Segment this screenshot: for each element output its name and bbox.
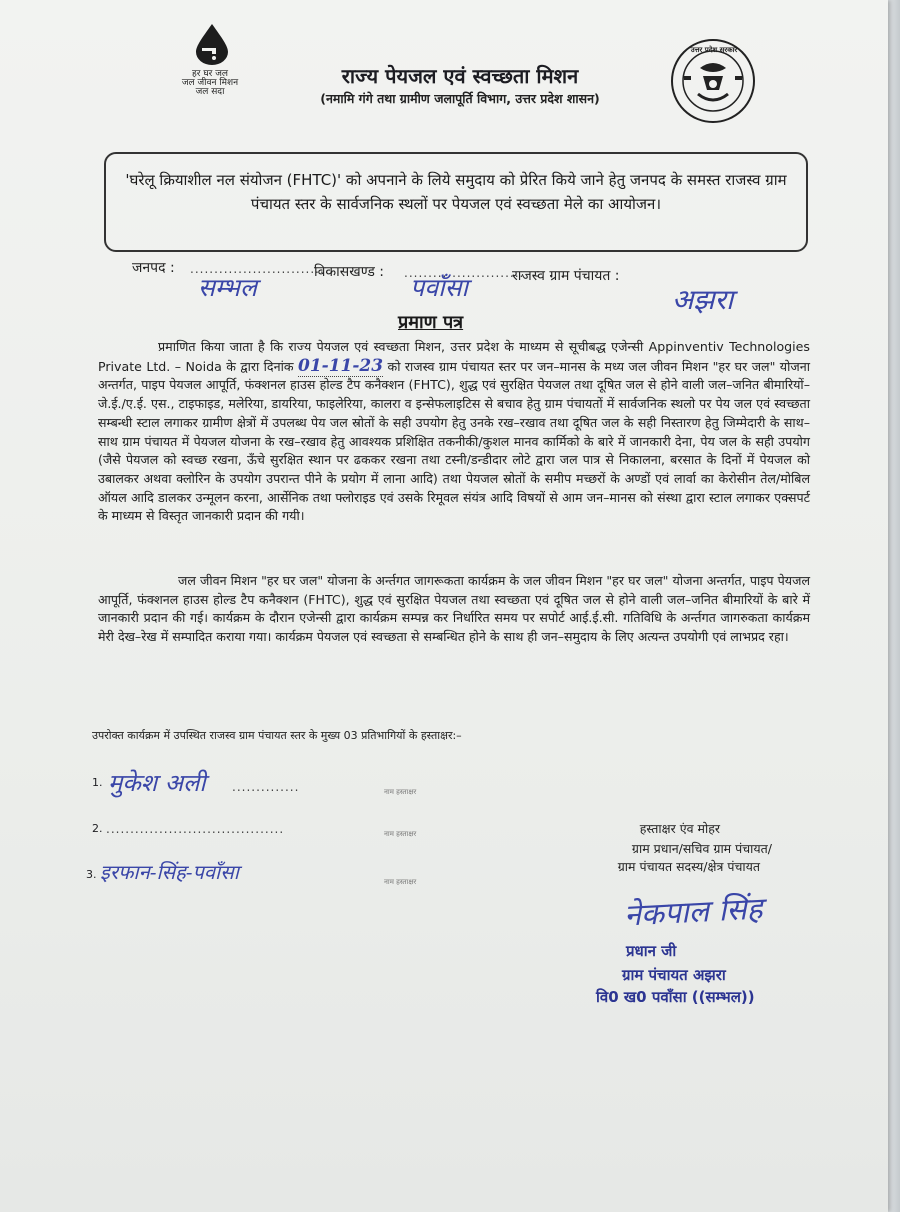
participant-1-dots: .............. bbox=[232, 780, 300, 794]
certificate-paragraph-1 bbox=[98, 338, 810, 526]
paragraph-2-text: जल जीवन मिशन "हर घर जल" योजना के अर्न्तगत जागरूकता कार्यक्रम के जल जीवन मिशन "हर घर जल" योजना अन्तर्गत, पाइप पेयजल आपूर्ति, फंक्शनल हाउस होल्ड टैप कनैक्शन (FHTC), शुद्ध एवं सुरक्षित पेयजल तथा स्वच्छता एवं दूषित जल से होने वाली जल–जनित बीमारियों के बारे में जानकारी प्रदान की गई। कार्यक्रम के दौरान एजेन्सी द्वारा कार्यक्रम सम्पन्न कर निर्धारित समय पर सपोर्ट आई.ई.सी. गतिविधि के अर्न्तगत जागरुकता कार्यक्रम मेरी देख–रेख में सम्पादित कराया गया। कार्यक्रम पेयजल एवं स्वच्छता से सम्बन्धित होने के साथ ही जन–समुदाय के लिए अत्यन्त उपयोगी एवं लाभप्रद रहा। bbox=[98, 573, 810, 645]
participant-3-signature[interactable]: इरफान-सिंह-पवाँसा bbox=[100, 860, 239, 884]
block-dots: ......................... bbox=[404, 266, 525, 280]
district-value[interactable]: सम्भल bbox=[198, 273, 257, 302]
block-label: विकासखण्ड : bbox=[314, 264, 385, 280]
date-value[interactable]: 01-11-23 bbox=[297, 355, 384, 376]
participant-3-num: 3. bbox=[86, 868, 97, 881]
logo-caption: हर घर जल जल जीवन मिशन जल सदा bbox=[181, 69, 239, 97]
block-value[interactable]: पवाँसा bbox=[410, 273, 468, 302]
participant-2-note: नाम हस्ताक्षर bbox=[384, 830, 417, 838]
har-ghar-jal-logo bbox=[178, 22, 248, 97]
paragraph-1-part-a: प्रमाणित किया जाता है कि राज्य पेयजल एवं स्वच्छता मिशन, उत्तर प्रदेश के माध्यम से सूचीबद्ध एजेन्सी Appinventiv Technologies Private Ltd. – Noida के द्वारा दिनांक bbox=[98, 339, 810, 374]
page-title: राज्य पेयजल एवं स्वच्छता मिशन bbox=[341, 64, 579, 88]
subject-box bbox=[104, 152, 808, 252]
panchayat-value[interactable]: अझरा bbox=[672, 283, 734, 316]
water-drop-icon bbox=[192, 22, 232, 66]
participant-1-signature[interactable]: मुकेश अली bbox=[108, 769, 206, 797]
pradhan-signature[interactable]: नेकपाल सिंह bbox=[623, 891, 764, 934]
participant-2-dots: ..................................... bbox=[106, 822, 285, 836]
participants-intro: उपरोक्त कार्यक्रम में उपस्थित राजस्व ग्राम पंचायत स्तर के मुख्य 03 प्रतिभागियों के हस्ताक्षर:– bbox=[92, 729, 462, 742]
emblem-text: उत्तर प्रदेश सरकार bbox=[690, 46, 738, 54]
panchayat-label: राजस्व ग्राम पंचायत : bbox=[512, 268, 620, 284]
participant-1-note: नाम हस्ताक्षर bbox=[384, 788, 417, 796]
paragraph-1-part-b: को राजस्व ग्राम पंचायत स्तर पर जन–मानस के मध्य जल जीवन मिशन "हर घर जल" योजना अन्तर्गत, पाइप पेयजल आपूर्ति, फंक्शनल हाउस होल्ड टैप कनैक्शन (FHTC), शुद्ध एवं सुरक्षित पेयजल तथा दूषित जल से होने वाली जल–जनित बीमारियों–जे.ई./ए.ई. एस., टाइफाइड, मलेरिया, डायरिया, फाइलेरिया, कालरा व इन्सेफलाइटिस से बचाव हेतु ग्राम पंचायतों में सार्वजनिक स्थलो पर पेय जल एवं स्वच्छता सम्बन्धी स्टाल लगाकर ग्रामीण क्षेत्रों में उपलब्ध पेय जल स्रोतों के सही उपयोग हेतु उनके रख–रखाव तथा दूषित जल के सही निस्तारण हेतु जिम्मेदारी के साथ–साथ ग्राम पंचायत में पेयजल योजना के रख–रखाव हेतु आवश्यक प्रशिक्षित तकनीकी/कुशल मानव कार्मिको के बारे में जानकारी देना, पेय जल के सही उपयोग (जैसे पेयजल को स्वच्छ रखना, ऊँचे सुरक्षित स्थान पर ढककर रखना तथा टस्नी/डन्डीदार लोटे द्वारा जल पात्र से निकालना, बरसात के दिनों में पेयजल को उबालकर अथवा क्लोरिन के उपयोग उपरान्त पीने के प्रयोग में लाना आदि) तथा पेयजल स्रोतों के समीप मच्छरों के अण्डों एवं लार्वा का केरोसीन तेल/मोबिल ऑयल आदि डालकर उन्मूलन करना, आर्सेनिक तथा फ्लोराइड एवं उसके रिमूवल संयंत्र आदि विषयों से आम जन–मानस को संस्था द्वारा स्टाल लगाकर एक्सपर्ट के माध्यम से विस्तृत जानकारी प्रदान की गयी। bbox=[98, 358, 810, 524]
page-subtitle: (नमामि गंगे तथा ग्रामीण जलापूर्ति विभाग, उत्तर प्रदेश शासन) bbox=[320, 91, 600, 106]
participant-1-num: 1. bbox=[92, 776, 103, 789]
stamp-line-2: ग्राम पंचायत अझरा bbox=[622, 966, 726, 984]
stamp-line-3: वि0 ख0 पवाँसा ((सम्भल)) bbox=[596, 988, 755, 1006]
signatory-roles-1: ग्राम प्रधान/सचिव ग्राम पंचायत/ bbox=[631, 841, 772, 856]
certificate-paragraph-2 bbox=[98, 572, 810, 647]
subject-text: 'घरेलू क्रियाशील नल संयोजन (FHTC)' को अपनाने के लिये समुदाय को प्रेरित किये जाने हेतु जनपद के समस्त राजस्व ग्राम पंचायत स्तर के सार्वजनिक स्थलों पर पेयजल एवं स्वच्छता मेले का आयोजन। bbox=[125, 171, 787, 213]
certificate-title: प्रमाण पत्र bbox=[398, 312, 464, 333]
stamp-line-1: प्रधान जी bbox=[626, 942, 677, 960]
district-label: जनपद : bbox=[132, 260, 175, 276]
signatory-roles-2: ग्राम पंचायत सदस्य/क्षेत्र पंचायत bbox=[617, 859, 760, 874]
signature-and-seal-label: हस्ताक्षर एंव मोहर bbox=[639, 821, 720, 836]
participant-2-num: 2. bbox=[92, 822, 103, 835]
district-dots: .............................. bbox=[190, 262, 335, 276]
participant-3-note: नाम हस्ताक्षर bbox=[384, 878, 417, 886]
